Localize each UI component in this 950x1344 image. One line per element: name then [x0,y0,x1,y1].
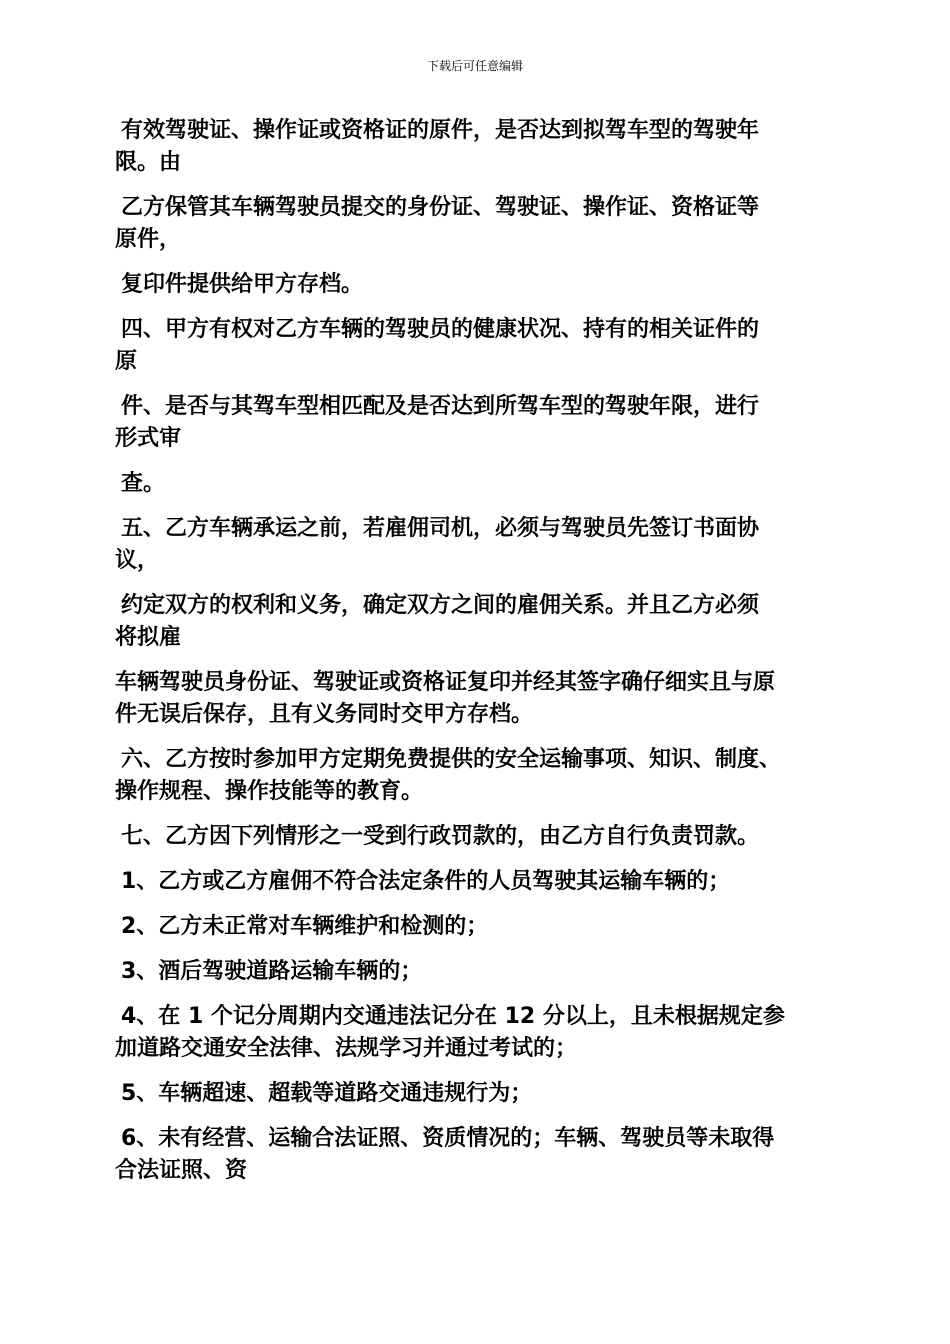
paragraph-4 [115,314,840,378]
paragraph-8 [115,590,840,654]
paragraph-line: 复印件提供给甲方存档。 [121,272,364,297]
paragraph-line: 七、乙方因下列情形之一受到行政罚款的，由乙方自行负责罚款。 [121,824,760,849]
paragraph-line: 六、乙方按时参加甲方定期免费提供的安全运输事项、知识、制度、 [121,747,782,772]
paragraph-5 [115,391,840,455]
paragraph-line: 4、在 1 个记分周期内交通违法记分在 12 分以上，且未根据规定参 [121,1004,785,1029]
paragraph-line: 6、未有经营、运输合法证照、资质情况的；车辆、驾驶员等未取得 [121,1126,775,1151]
paragraph-9 [115,667,840,731]
paragraph-2 [115,192,840,256]
paragraph-6 [115,468,840,500]
paragraph-11 [115,821,840,853]
paragraph-line: 原 [115,349,138,374]
paragraph-line: 形式审 [115,426,182,451]
paragraph-line: 5、车辆超速、超载等道路交通违规行为； [121,1081,533,1106]
paragraph-line: 查。 [121,471,166,496]
list-item-4 [115,1001,840,1065]
paragraph-line: 1、乙方或乙方雇佣不符合法定条件的人员驾驶其运输车辆的； [121,869,731,894]
paragraph-line: 件无误后保存，且有义务同时交甲方存档。 [115,702,534,727]
list-item-3 [115,956,840,988]
paragraph-line: 2、乙方未正常对车辆维护和检测的； [121,914,489,939]
paragraph-line: 限。由 [115,150,182,175]
list-item-5 [115,1078,840,1110]
paragraph-line: 合法证照、资 [115,1158,248,1183]
paragraph-line: 议， [115,548,160,573]
paragraph-10 [115,744,840,808]
document-body [115,115,840,1200]
paragraph-line: 3、酒后驾驶道路运输车辆的； [121,959,423,984]
paragraph-line: 原件， [115,227,182,252]
list-item-1 [115,866,840,898]
paragraph-line: 约定双方的权利和义务，确定双方之间的雇佣关系。并且乙方必须 [121,593,760,618]
page-header: 下载后可任意编辑 [426,59,523,73]
list-item-6 [115,1123,840,1187]
paragraph-line: 操作规程、操作技能等的教育。 [115,779,424,804]
paragraph-line: 乙方保管其车辆驾驶员提交的身份证、驾驶证、操作证、资格证等 [121,195,760,220]
paragraph-3 [115,269,840,301]
paragraph-line: 四、甲方有权对乙方车辆的驾驶员的健康状况、持有的相关证件的 [121,317,760,342]
paragraph-line: 车辆驾驶员身份证、驾驶证或资格证复印并经其签字确仔细实且与原 [115,670,776,695]
paragraph-7 [115,513,840,577]
paragraph-line: 件、是否与其驾车型相匹配及是否达到所驾车型的驾驶年限，进行 [121,394,760,419]
paragraph-line: 将拟雇 [115,625,182,650]
paragraph-1 [115,115,840,179]
paragraph-line: 有效驾驶证、操作证或资格证的原件，是否达到拟驾车型的驾驶年 [121,118,760,143]
paragraph-line: 加道路交通安全法律、法规学习并通过考试的； [115,1036,578,1061]
paragraph-line: 五、乙方车辆承运之前，若雇佣司机，必须与驾驶员先签订书面协 [121,516,760,541]
list-item-2 [115,911,840,943]
